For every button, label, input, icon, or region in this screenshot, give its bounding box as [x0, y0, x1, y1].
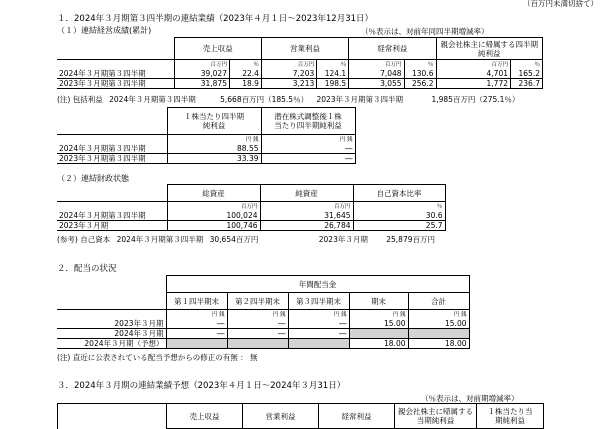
header-annual-dividend: 年間配当金 [166, 276, 469, 293]
unit-cell: ％ [317, 60, 349, 70]
value-cell: ― [166, 319, 227, 329]
unit-row-label [57, 202, 167, 212]
row-label: 2023年３月期 [57, 221, 167, 231]
unit-cell: 百万円 [436, 60, 511, 70]
value-cell: 100,746 [167, 221, 260, 231]
unit-cell: 百万円 [349, 60, 404, 70]
header-net-assets: 純資産 [260, 185, 353, 202]
unit-cell: 百万円 [167, 202, 260, 212]
table-row [57, 69, 543, 79]
header-ordinary-profit: 経常利益 [319, 404, 395, 429]
value-cell [408, 329, 469, 339]
corner-cell [57, 185, 167, 202]
unit-cell: ％ [353, 202, 445, 212]
note-period-b: 2023年３月期第３四半期 [316, 95, 404, 104]
value-cell: 198.5 [317, 79, 349, 89]
corner-cell [57, 276, 166, 293]
unit-cell: ％ [229, 60, 261, 70]
value-cell: 124.1 [317, 69, 349, 79]
table-row [57, 329, 469, 339]
comprehensive-income-note [57, 94, 519, 105]
note-label: (注) 包括利益 [57, 95, 103, 104]
ref-value-a: 30,654百万円 [209, 235, 259, 244]
table-row [57, 221, 445, 231]
value-cell: 130.6 [404, 69, 436, 79]
value-cell: 22.4 [229, 69, 261, 79]
value-cell: 165.2 [511, 69, 543, 79]
financial-position-table [57, 184, 446, 231]
value-cell: 18.9 [229, 79, 261, 89]
row-label: 2023年３月期第３四半期 [57, 154, 167, 164]
value-cell: 33.39 [167, 154, 261, 164]
value-cell: 26,784 [260, 221, 353, 231]
unit-cell: ％ [511, 60, 543, 70]
value-cell: ― [227, 319, 288, 329]
corner-cell [57, 38, 174, 60]
unit-row-label [57, 135, 167, 145]
unit-cell: 円 銭 [167, 135, 261, 145]
row-label: 2024年３月期（予想） [57, 339, 166, 349]
table-row [57, 144, 355, 154]
value-cell [166, 339, 227, 349]
value-cell: 30.6 [353, 211, 445, 221]
value-cell [288, 339, 349, 349]
header-year-end: 期末 [349, 293, 408, 310]
unit-cell: 円 銭 [227, 310, 288, 320]
unit-cell: 円 銭 [166, 310, 227, 320]
ref-period-b: 2023年３月期 [318, 235, 368, 244]
value-cell: 236.7 [511, 79, 543, 89]
row-label: 2024年３月期第３四半期 [57, 144, 167, 154]
table-row [57, 154, 355, 164]
value-cell: 15.00 [349, 319, 408, 329]
value-cell: ― [261, 144, 355, 154]
value-cell: 100,024 [167, 211, 260, 221]
eps-table [57, 107, 356, 164]
value-cell: 31,645 [260, 211, 353, 221]
header-total: 合計 [408, 293, 469, 310]
value-cell: 88.55 [167, 144, 261, 154]
note-value-b: 1,985百万円（275.1％） [431, 95, 520, 104]
rounding-note: （百万円未満切捨て） [523, 0, 598, 8]
value-cell: ― [288, 329, 349, 339]
value-cell: 4,701 [436, 69, 511, 79]
value-cell: 18.00 [349, 339, 408, 349]
value-cell: 3,055 [349, 79, 404, 89]
row-label: 2023年３月期第３四半期 [57, 79, 174, 89]
section-2-title: ２．配当の状況 [57, 264, 117, 274]
operating-results-table [57, 37, 543, 89]
unit-cell: 円 銭 [288, 310, 349, 320]
value-cell: 7,048 [349, 69, 404, 79]
header-q3-end: 第３四半期末 [288, 293, 349, 310]
unit-row-label [57, 310, 166, 320]
header-operating-profit: 営業利益 [243, 404, 319, 429]
unit-row-label [57, 60, 174, 70]
section-1-title: １．2024年３月期第３四半期の連結業績（2023年４月１日～2023年12月31日） [57, 14, 374, 24]
header-q2-end: 第２四半期末 [227, 293, 288, 310]
ref-value-b: 25,879百万円 [386, 235, 435, 244]
row-label: 2024年３月期第３四半期 [57, 69, 174, 79]
row-label: 2024年３月期第３四半期 [57, 211, 167, 221]
header-net-profit: 親会社株主に帰属する四半期純利益 [436, 38, 543, 60]
header-revenue: 売上収益 [167, 404, 243, 429]
value-cell: 3,213 [261, 79, 316, 89]
header-net-profit: 親会社株主に帰属する当期純利益 [395, 404, 477, 429]
value-cell: 39,027 [174, 69, 229, 79]
value-cell: 256.2 [404, 79, 436, 89]
unit-cell: 円 銭 [349, 310, 408, 320]
header-operating-profit: 営業利益 [261, 38, 348, 60]
dividend-table [57, 275, 470, 349]
equity-reference-note [57, 234, 435, 245]
section-3-title: ３．2024年３月期の連結業績予想（2023年４月１日～2024年３月31日） [57, 381, 346, 391]
value-cell [227, 339, 288, 349]
dividend-revision-note: (注) 直近に公表されている配当予想からの修正の有無 ： 無 [57, 353, 258, 362]
value-cell: 31,875 [174, 79, 229, 89]
header-total-assets: 総資産 [167, 185, 260, 202]
forecast-table [57, 403, 544, 429]
value-cell: 15.00 [408, 319, 469, 329]
table-row [57, 339, 469, 349]
unit-cell: ％ [404, 60, 436, 70]
header-equity-ratio: 自己資本比率 [353, 185, 445, 202]
value-cell: 1,772 [436, 79, 511, 89]
pct-note: （％表示は、対前年同四半期増減率） [361, 27, 489, 36]
unit-cell: 百万円 [174, 60, 229, 70]
ref-period-a: 2024年３月期第３四半期 [116, 235, 204, 244]
header-revenue: 売上収益 [174, 38, 261, 60]
unit-cell: 百万円 [260, 202, 353, 212]
row-label: 2024年３月期 [57, 329, 166, 339]
value-cell: ― [288, 319, 349, 329]
corner-cell [57, 108, 167, 135]
table-row [57, 211, 445, 221]
row-label: 2023年３月期 [57, 319, 166, 329]
operating-results-subtitle: （１）連結経営成績(累計) [57, 26, 152, 35]
header-eps: １株当たり四半期純利益 [167, 108, 261, 135]
value-cell: ― [227, 329, 288, 339]
ref-label: (参考) 自己資本 [57, 235, 111, 244]
value-cell [349, 329, 408, 339]
value-cell: 25.7 [353, 221, 445, 231]
header-eps: １株当たり当期純利益 [477, 404, 544, 429]
header-diluted-eps: 潜在株式調整後１株当たり四半期純利益 [261, 108, 355, 135]
unit-cell: 円 銭 [261, 135, 355, 145]
value-cell: ― [166, 329, 227, 339]
header-ordinary-profit: 経常利益 [349, 38, 436, 60]
note-value-a: 5,668百万円（185.5％） [220, 95, 309, 104]
header-q1-end: 第１四半期末 [166, 293, 227, 310]
corner-cell [57, 293, 166, 310]
table-row [57, 79, 543, 89]
table-row [57, 319, 469, 329]
unit-cell: 円 銭 [408, 310, 469, 320]
value-cell: ― [261, 154, 355, 164]
value-cell: 18.00 [408, 339, 469, 349]
forecast-pct-note: （％表示は、対前期増減率） [421, 394, 519, 403]
note-period-a: 2024年３月期第３四半期 [109, 95, 196, 104]
value-cell: 7,203 [261, 69, 316, 79]
unit-cell: 百万円 [261, 60, 316, 70]
financial-position-subtitle: （２）連結財政状態 [57, 174, 129, 183]
